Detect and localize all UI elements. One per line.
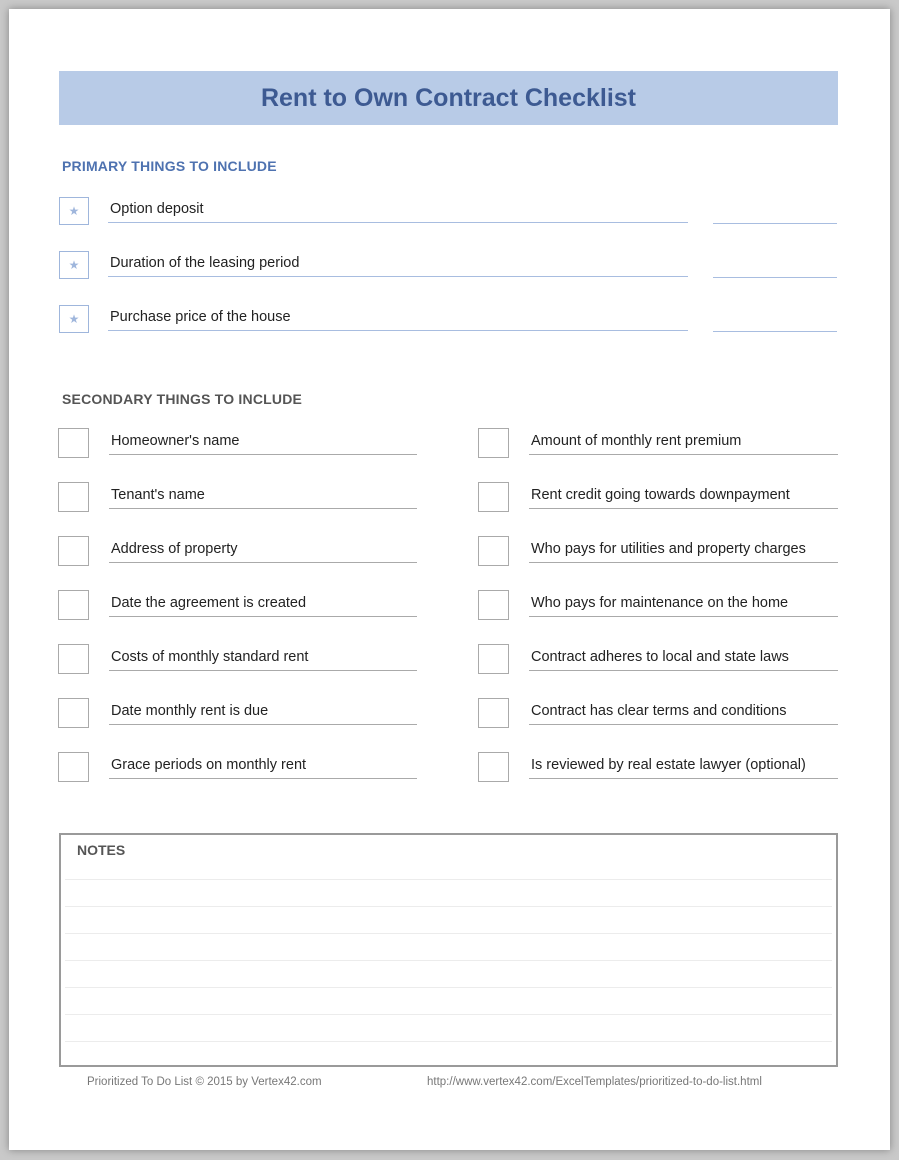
- secondary-item: [478, 536, 839, 568]
- secondary-item-label: Contract adheres to local and state laws: [529, 646, 838, 671]
- primary-item-value-field[interactable]: [713, 252, 837, 278]
- secondary-item-label: Tenant's name: [109, 484, 417, 509]
- notes-line: [65, 1014, 832, 1015]
- secondary-item-label: Contract has clear terms and conditions: [529, 700, 838, 725]
- priority-checkbox[interactable]: [59, 305, 89, 333]
- checkbox[interactable]: [58, 482, 89, 512]
- checkbox[interactable]: [58, 590, 89, 620]
- secondary-item: [58, 482, 418, 514]
- title-bar: [59, 71, 838, 125]
- notes-line: [65, 1041, 832, 1042]
- checkbox[interactable]: [58, 428, 89, 458]
- primary-heading: PRIMARY THINGS TO INCLUDE: [62, 158, 277, 174]
- page-title: Rent to Own Contract Checklist: [260, 83, 637, 112]
- secondary-item-label: Date monthly rent is due: [109, 700, 417, 725]
- footer-url[interactable]: http://www.vertex42.com/ExcelTemplates/prioritized-to-do-list.html: [427, 1076, 762, 1088]
- secondary-item-label: Costs of monthly standard rent: [109, 646, 417, 671]
- secondary-item-label: Who pays for utilities and property charges: [529, 538, 838, 563]
- notes-line: [65, 960, 832, 961]
- secondary-item: [58, 428, 418, 460]
- notes-line: [65, 879, 832, 880]
- secondary-item: [58, 536, 418, 568]
- notes-line: [65, 906, 832, 907]
- checkbox[interactable]: [478, 428, 509, 458]
- checkbox[interactable]: [478, 536, 509, 566]
- checkbox[interactable]: [58, 644, 89, 674]
- secondary-item: [478, 482, 839, 514]
- secondary-item: [58, 698, 418, 730]
- star-icon: ★: [68, 258, 80, 272]
- secondary-item-label: Address of property: [109, 538, 417, 563]
- primary-item-value-field[interactable]: [713, 198, 837, 224]
- footer-copyright: Prioritized To Do List © 2015 by Vertex42.com: [87, 1076, 322, 1088]
- secondary-item: [58, 590, 418, 622]
- checkbox[interactable]: [58, 536, 89, 566]
- secondary-heading: SECONDARY THINGS TO INCLUDE: [62, 391, 303, 407]
- secondary-item-label: Amount of monthly rent premium: [529, 430, 838, 455]
- notes-line: [65, 987, 832, 988]
- secondary-item-label: Grace periods on monthly rent: [109, 754, 417, 779]
- notes-box[interactable]: [59, 833, 838, 1067]
- secondary-item-label: Is reviewed by real estate lawyer (optional): [529, 754, 838, 779]
- priority-checkbox[interactable]: [59, 197, 89, 225]
- primary-item: [59, 305, 839, 335]
- secondary-item: [478, 644, 839, 676]
- secondary-item: [58, 752, 418, 784]
- secondary-item: [478, 590, 839, 622]
- primary-item-label: Purchase price of the house: [108, 306, 688, 331]
- checkbox[interactable]: [478, 752, 509, 782]
- star-icon: ★: [68, 204, 80, 218]
- checkbox[interactable]: [58, 752, 89, 782]
- primary-item-value-field[interactable]: [713, 306, 837, 332]
- notes-line: [65, 933, 832, 934]
- notes-title: NOTES: [77, 842, 126, 858]
- primary-item: [59, 197, 839, 227]
- star-icon: ★: [68, 312, 80, 326]
- secondary-item: [478, 698, 839, 730]
- checkbox[interactable]: [58, 698, 89, 728]
- secondary-item-label: Rent credit going towards downpayment: [529, 484, 838, 509]
- secondary-item: [58, 644, 418, 676]
- primary-item-label: Duration of the leasing period: [108, 252, 688, 277]
- secondary-item-label: Who pays for maintenance on the home: [529, 592, 838, 617]
- priority-checkbox[interactable]: [59, 251, 89, 279]
- secondary-item: [478, 428, 839, 460]
- checkbox[interactable]: [478, 698, 509, 728]
- checkbox[interactable]: [478, 644, 509, 674]
- secondary-item-label: Date the agreement is created: [109, 592, 417, 617]
- checklist-page: [9, 9, 890, 1150]
- checkbox[interactable]: [478, 482, 509, 512]
- secondary-item: [478, 752, 839, 784]
- primary-item: [59, 251, 839, 281]
- secondary-item-label: Homeowner's name: [109, 430, 417, 455]
- primary-item-label: Option deposit: [108, 198, 688, 223]
- checkbox[interactable]: [478, 590, 509, 620]
